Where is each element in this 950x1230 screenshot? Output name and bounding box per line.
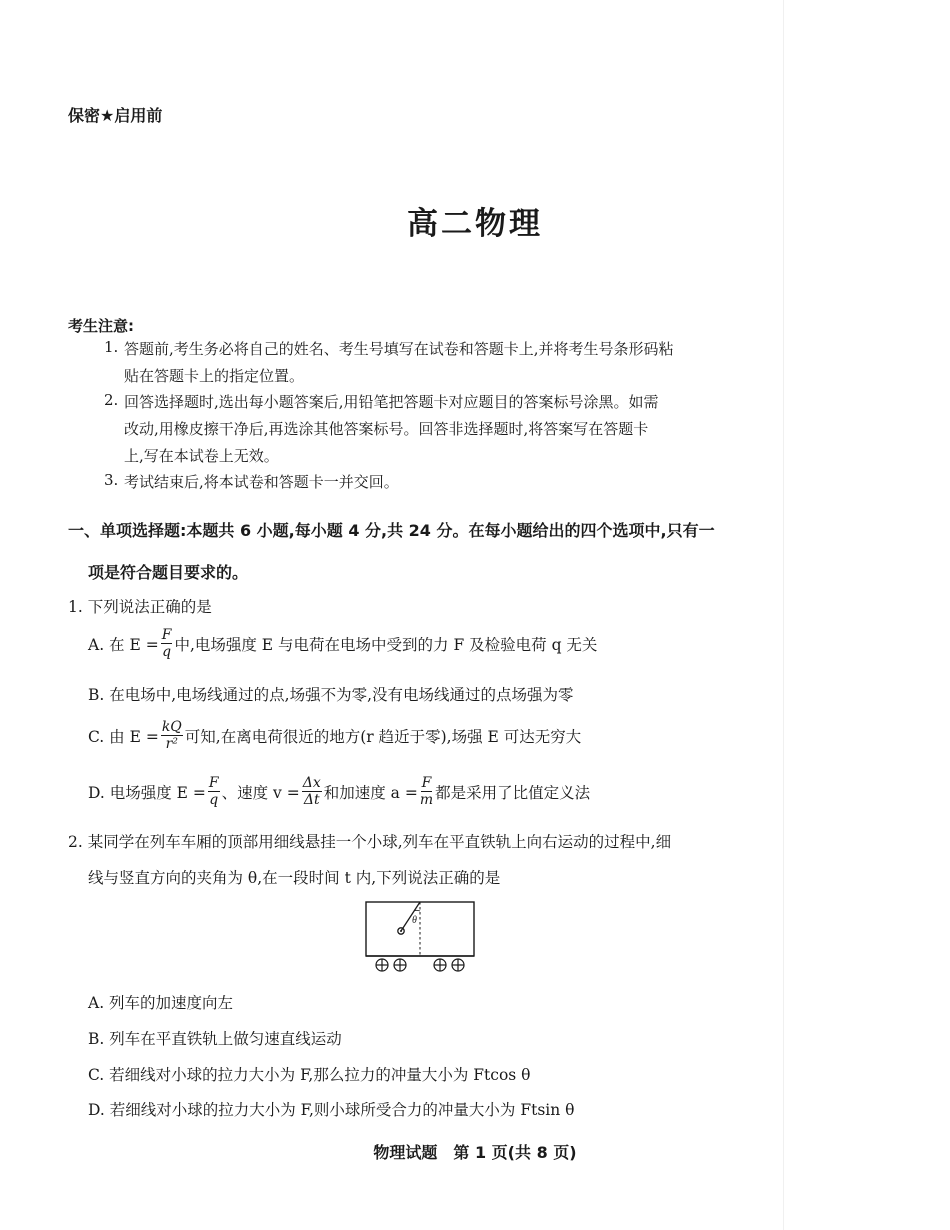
q1-c-suffix: 可知,在离电荷很近的地方(r 趋近于零),场强 E 可达无穷大	[184, 727, 582, 746]
q1-option-a	[88, 628, 597, 659]
notice-item-3-num: 3.	[104, 471, 119, 489]
q1-option-d	[88, 776, 590, 807]
q1-a-suffix: 中,电场强度 E 与电荷在电场中受到的力 F 及检验电荷 q 无关	[174, 635, 598, 654]
q2-option-b: B. 列车在平直铁轨上做匀速直线运动	[88, 1030, 342, 1048]
q1-d-frac1-num: F	[208, 775, 219, 791]
wheel-group-left	[376, 959, 406, 971]
notice-item-2-line-1: 回答选择题时,选出每小题答案后,用铅笔把答题卡对应题目的答案标号涂黑。如需	[124, 393, 659, 411]
q2-stem-line-1: 2. 某同学在列车车厢的顶部用细线悬挂一个小球,列车在平直铁轨上向右运动的过程中,细	[68, 833, 672, 851]
q1-c-fraction	[161, 720, 183, 751]
notice-heading: 考生注意:	[68, 317, 134, 335]
angle-arc	[415, 910, 421, 911]
q1-d-fraction-1	[208, 776, 220, 807]
q1-stem: 1. 下列说法正确的是	[68, 598, 212, 616]
confidential-label: 保密★启用前	[68, 106, 163, 125]
angle-theta-label: θ	[412, 915, 417, 926]
notice-item-2-num: 2.	[104, 391, 119, 409]
q1-c-frac-den: r²	[165, 736, 178, 752]
q1-d-frac2-den: Δt	[303, 792, 320, 808]
q1-option-b: B. 在电场中,电场线通过的点,场强不为零,没有电场线通过的点场强为零	[88, 686, 574, 704]
q1-d-mid-1: 、速度 v =	[221, 783, 300, 802]
q1-d-mid-2: 和加速度 a =	[323, 783, 418, 802]
q1-d-frac2-num: Δx	[302, 775, 321, 791]
page-footer: 物理试题 第 1 页(共 8 页)	[373, 1143, 577, 1162]
q1-d-frac1-den: q	[209, 792, 219, 808]
ball-center	[400, 930, 402, 932]
wheel-group-right	[434, 959, 464, 971]
notice-item-2-line-3: 上,写在本试卷上无效。	[124, 447, 279, 465]
notice-item-1-line-1: 答题前,考生务必将自己的姓名、考生号填写在试卷和答题卡上,并将考生号条形码粘	[124, 340, 674, 358]
page-title: 高二物理	[407, 206, 543, 242]
notice-item-1-num: 1.	[104, 338, 119, 356]
q1-d-fraction-2	[302, 776, 322, 807]
q2-option-c: C. 若细线对小球的拉力大小为 F,那么拉力的冲量大小为 Ftcos θ	[88, 1066, 531, 1084]
q2-option-a: A. 列车的加速度向左	[88, 994, 234, 1012]
q1-option-c	[88, 720, 581, 751]
notice-item-1-line-2: 贴在答题卡上的指定位置。	[124, 367, 305, 385]
q1-a-frac-den: q	[162, 644, 172, 660]
q1-c-frac-num: kQ	[161, 719, 182, 735]
q1-c-prefix: C. 由 E =	[88, 727, 159, 746]
q2-option-d: D. 若细线对小球的拉力大小为 F,则小球所受合力的冲量大小为 Ftsin θ	[88, 1101, 575, 1119]
notice-item-2-line-2: 改动,用橡皮擦干净后,再选涂其他答案标号。回答非选择题时,将答案写在答题卡	[124, 420, 649, 438]
page-edge-shadow	[783, 0, 784, 1230]
string-line	[401, 902, 420, 931]
q1-a-frac-num: F	[161, 627, 172, 643]
q1-d-frac3-den: m	[419, 792, 434, 808]
q1-d-frac3-num: F	[421, 775, 432, 791]
section-1-heading-line-2: 项是符合题目要求的。	[88, 563, 249, 582]
q1-d-suffix: 都是采用了比值定义法	[435, 783, 591, 802]
section-1-heading-line-1: 一、单项选择题:本题共 6 小题,每小题 4 分,共 24 分。在每小题给出的四个选项中,只有一	[68, 521, 715, 540]
q2-stem-line-2: 线与竖直方向的夹角为 θ,在一段时间 t 内,下列说法正确的是	[88, 869, 501, 887]
q1-a-fraction	[161, 628, 173, 659]
q1-d-prefix: D. 电场强度 E =	[88, 783, 206, 802]
q1-a-prefix: A. 在 E =	[88, 635, 159, 654]
notice-item-3-line-1: 考试结束后,将本试卷和答题卡一并交回。	[124, 473, 399, 491]
q1-d-fraction-3	[420, 776, 433, 807]
train-car-diagram	[358, 896, 484, 978]
